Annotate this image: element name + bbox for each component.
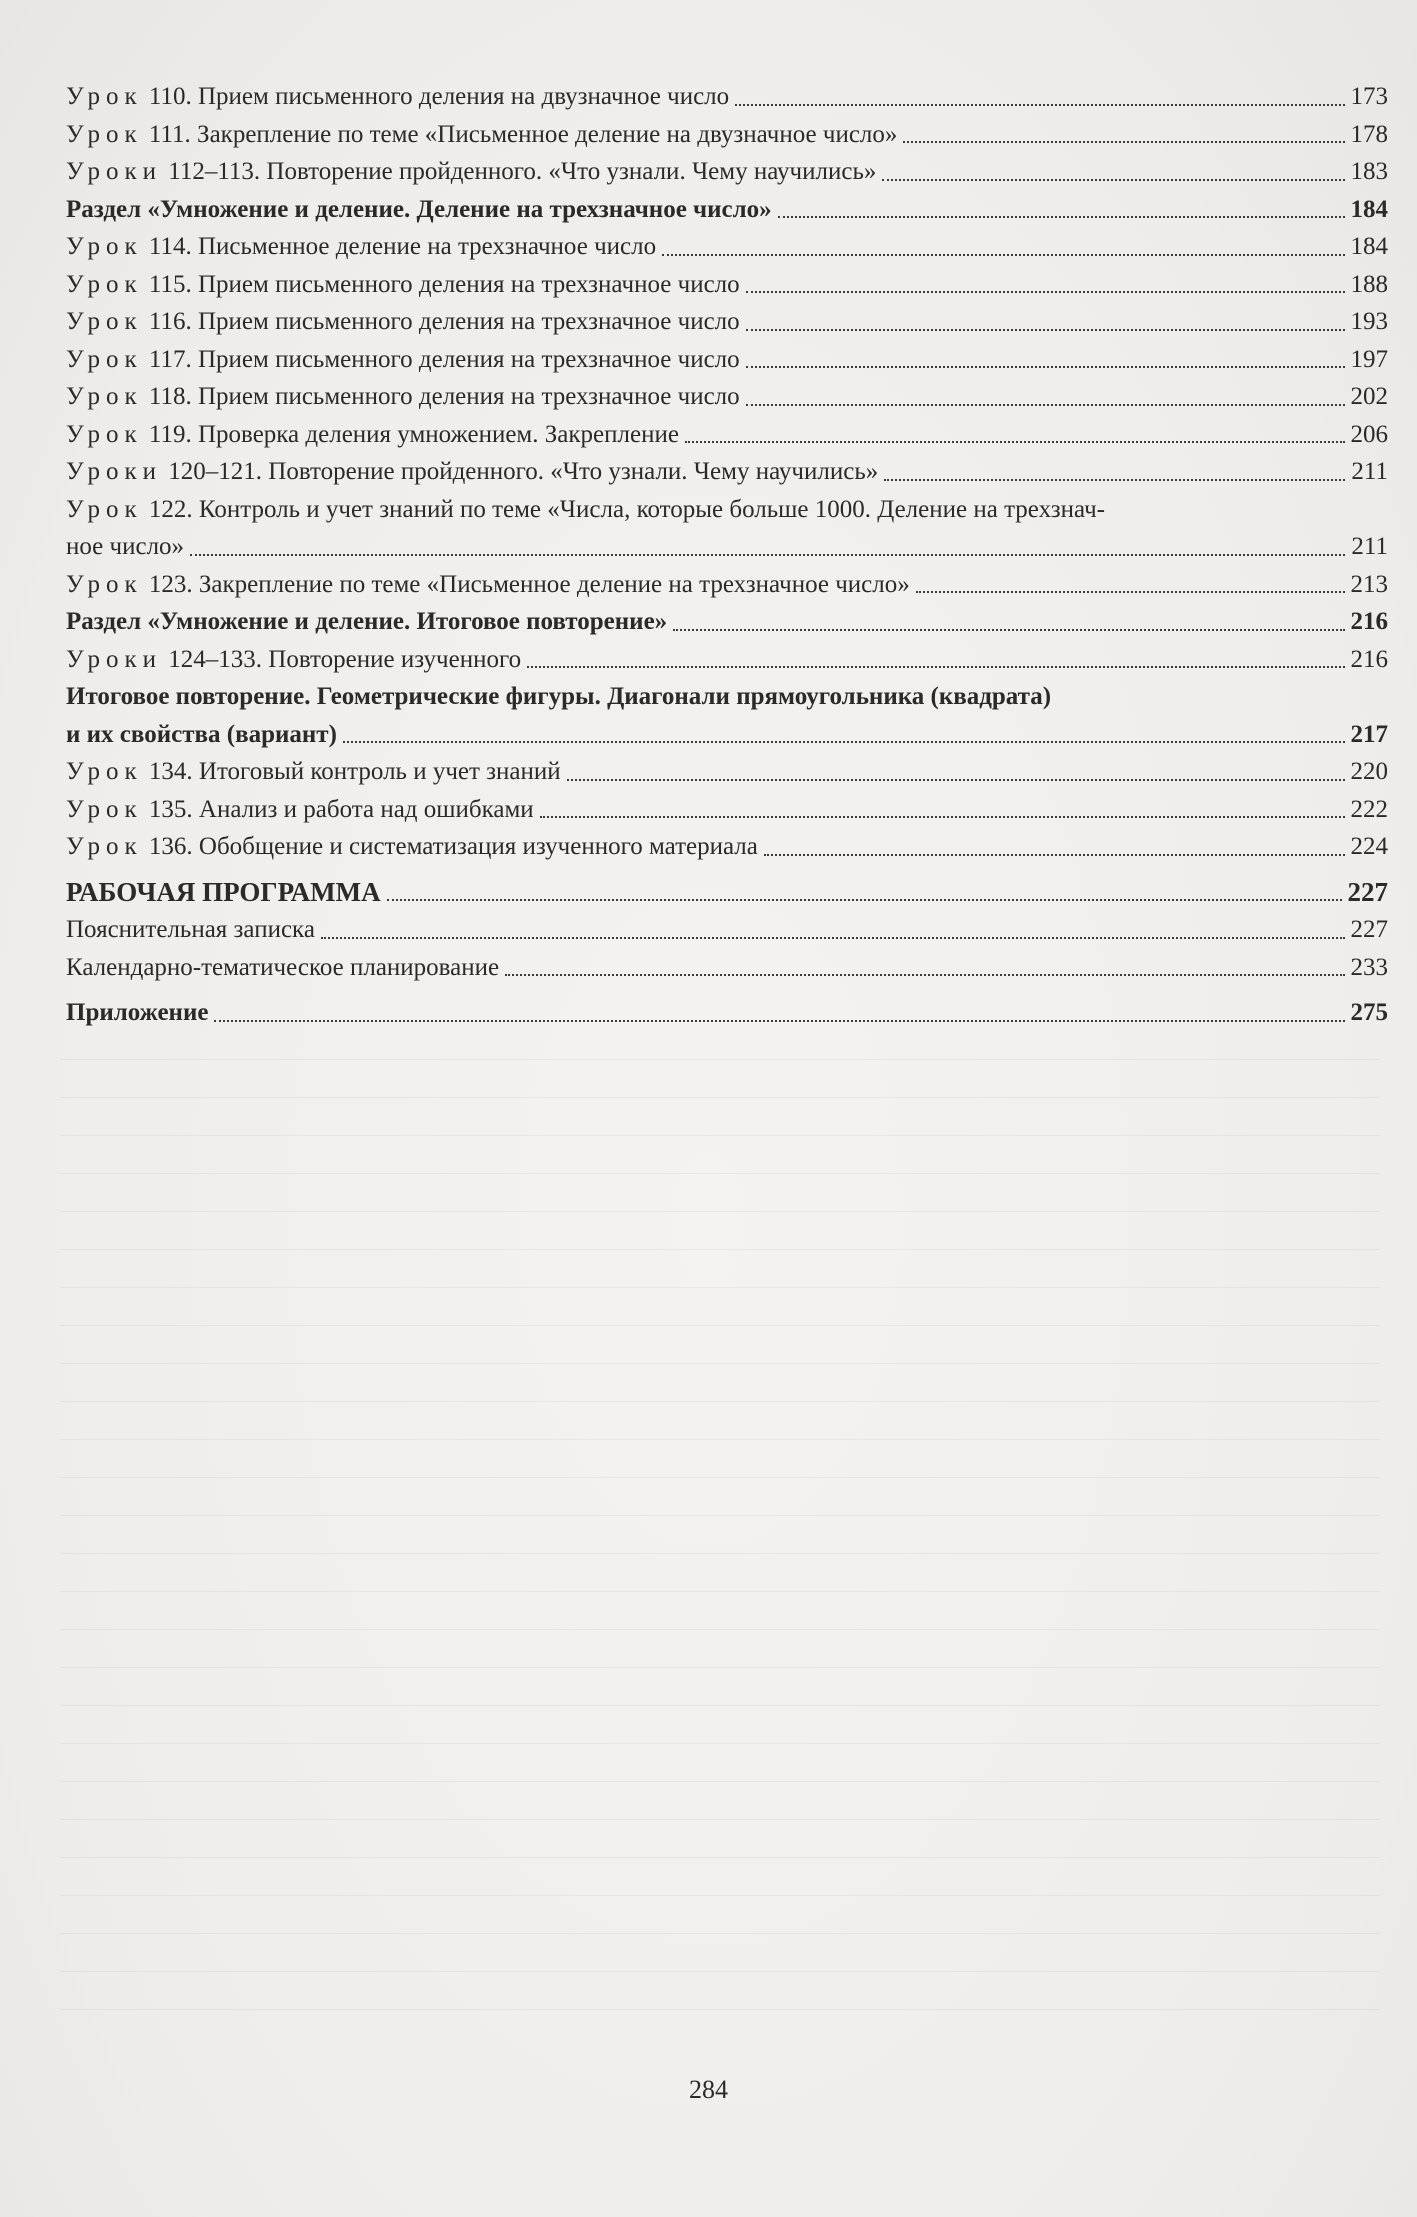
ghost-line <box>60 1866 1380 1896</box>
table-of-contents <box>66 78 1388 1032</box>
lesson-label: Урок <box>66 120 143 148</box>
toc-entry <box>66 491 1388 529</box>
lesson-label: Урок <box>66 758 143 785</box>
entry-page: 188 <box>1350 270 1388 298</box>
dot-leader <box>321 937 1345 939</box>
dot-leader <box>527 666 1344 668</box>
entry-page: 213 <box>1350 570 1388 598</box>
entry-text: 110. Прием письменного деления на двузначное число <box>148 83 730 110</box>
toc-entry-continuation <box>66 716 1388 754</box>
toc-entry <box>66 228 1388 266</box>
ghost-line <box>60 1638 1380 1668</box>
entry-title <box>66 153 876 191</box>
entry-text: Приложение <box>66 999 209 1026</box>
entry-text: Календарно-тематическое планирование <box>66 953 500 981</box>
dot-leader <box>778 216 1345 218</box>
toc-entry <box>66 828 1388 866</box>
ghost-line <box>60 1106 1380 1136</box>
lesson-label: Уроки <box>66 458 163 485</box>
entry-text: 115. Прием письменного деления на трехзначное число <box>148 270 740 298</box>
entry-page: 184 <box>1350 195 1388 223</box>
entry-title <box>66 116 897 154</box>
entry-page: 193 <box>1350 308 1388 335</box>
dot-leader <box>662 254 1344 256</box>
toc-entry <box>66 791 1388 829</box>
entry-text: Раздел «Умножение и деление. Деление на трехзначное число» <box>66 195 772 223</box>
section-heading <box>66 994 1388 1032</box>
toc-entry <box>66 949 1388 987</box>
ghost-line <box>60 1486 1380 1516</box>
entry-title <box>66 566 910 604</box>
ghost-line <box>60 1030 1380 1060</box>
dot-leader <box>214 1020 1344 1022</box>
entry-text: Пояснительная записка <box>66 916 315 943</box>
dot-leader <box>746 404 1345 406</box>
dot-leader <box>673 629 1344 631</box>
ghost-line <box>60 1980 1380 2010</box>
ghost-line <box>60 1714 1380 1744</box>
entry-text: 111. Закрепление по теме «Письменное деление на двузначное число» <box>148 120 898 148</box>
entry-text: 112–113. Повторение пройденного. «Что узнали. Чему научились» <box>168 158 877 185</box>
toc-entry <box>66 566 1388 604</box>
lesson-label: Урок <box>66 570 143 598</box>
entry-title <box>66 491 1105 529</box>
lesson-label: Урок <box>66 233 143 260</box>
entry-page: 202 <box>1350 383 1388 410</box>
toc-entry <box>66 116 1388 154</box>
dot-leader <box>884 479 1345 481</box>
toc-entry <box>66 911 1388 949</box>
dot-leader <box>685 441 1345 443</box>
section-heading <box>66 874 1388 912</box>
entry-page: 211 <box>1351 458 1388 485</box>
toc-entry-continuation <box>66 528 1388 566</box>
entry-text: 122. Контроль и учет знаний по теме «Числа, которые больше 1000. Деление на трехзнач- <box>148 495 1105 523</box>
entry-page: 206 <box>1350 420 1388 448</box>
spacer <box>66 986 1388 994</box>
ghost-line <box>60 1448 1380 1478</box>
entry-text: РАБОЧАЯ ПРОГРАММА <box>66 876 381 907</box>
entry-page: 233 <box>1350 953 1388 981</box>
dot-leader <box>746 291 1345 293</box>
ghost-line <box>60 1182 1380 1212</box>
ghost-line <box>60 1904 1380 1934</box>
entry-page: 184 <box>1350 233 1388 260</box>
entry-text: 119. Проверка деления умножением. Закрепление <box>148 420 679 448</box>
entry-text: 116. Прием письменного деления на трехзначное число <box>148 308 740 335</box>
ghost-line <box>60 1410 1380 1440</box>
toc-entry <box>66 303 1388 341</box>
entry-text: 120–121. Повторение пройденного. «Что узнали. Чему научились» <box>168 458 879 485</box>
dot-leader <box>343 741 1345 743</box>
toc-entry <box>66 78 1388 116</box>
toc-entry <box>66 153 1388 191</box>
ghost-line <box>60 1676 1380 1706</box>
entry-page: 178 <box>1350 120 1388 148</box>
entry-title <box>66 791 534 829</box>
entry-page: 183 <box>1350 158 1388 185</box>
page-number: 284 <box>689 2075 728 2104</box>
spacer <box>66 866 1388 874</box>
entry-page: 211 <box>1351 533 1388 560</box>
ghost-line <box>60 1296 1380 1326</box>
entry-title <box>66 641 521 679</box>
toc-entry <box>66 603 1388 641</box>
entry-page: 216 <box>1350 608 1388 635</box>
dot-leader <box>746 366 1345 368</box>
lesson-label: Урок <box>66 495 143 523</box>
entry-title <box>66 416 679 454</box>
toc-entry <box>66 416 1388 454</box>
entry-text: 135. Анализ и работа над ошибками <box>148 795 534 823</box>
dot-leader <box>735 104 1344 106</box>
ghost-line <box>60 1752 1380 1782</box>
entry-text: 118. Прием письменного деления на трехзначное число <box>148 383 740 410</box>
entry-page: 222 <box>1350 795 1388 823</box>
entry-page: 220 <box>1350 758 1388 785</box>
entry-page: 216 <box>1350 645 1388 673</box>
dot-leader <box>916 591 1345 593</box>
entry-title <box>66 191 772 229</box>
ghost-line <box>60 1144 1380 1174</box>
toc-entry <box>66 378 1388 416</box>
dot-leader <box>505 974 1344 976</box>
toc-entry <box>66 266 1388 304</box>
entry-title <box>66 828 758 866</box>
toc-entry <box>66 341 1388 379</box>
dot-leader <box>903 141 1344 143</box>
dot-leader <box>190 554 1345 556</box>
dot-leader <box>387 899 1342 901</box>
ghost-line <box>60 1334 1380 1364</box>
toc-entry <box>66 678 1388 716</box>
lesson-label: Урок <box>66 795 143 823</box>
dot-leader <box>882 179 1344 181</box>
lesson-label: Урок <box>66 270 143 298</box>
ghost-line <box>60 1600 1380 1630</box>
lesson-label: Уроки <box>66 645 163 673</box>
toc-entry <box>66 453 1388 491</box>
entry-title <box>66 303 740 341</box>
bleed-through-text <box>60 1030 1380 2018</box>
dot-leader <box>764 854 1345 856</box>
entry-text: Раздел «Умножение и деление. Итоговое повторение» <box>66 608 668 635</box>
entry-title <box>66 78 729 116</box>
entry-text: ное число» <box>66 533 185 560</box>
entry-title <box>66 266 740 304</box>
entry-page: 197 <box>1350 345 1388 373</box>
entry-text: 134. Итоговый контроль и учет знаний <box>148 758 561 785</box>
lesson-label: Урок <box>66 833 143 860</box>
toc-entry <box>66 753 1388 791</box>
ghost-line <box>60 1790 1380 1820</box>
entry-title <box>66 228 656 266</box>
toc-entry <box>66 641 1388 679</box>
entry-page: 227 <box>1347 876 1388 907</box>
lesson-label: Уроки <box>66 158 163 185</box>
entry-text: 124–133. Повторение изученного <box>168 645 522 673</box>
dot-leader <box>540 816 1345 818</box>
ghost-line <box>60 1372 1380 1402</box>
entry-text: и их свойства (вариант) <box>66 720 337 748</box>
entry-title <box>66 453 878 491</box>
ghost-line <box>60 1220 1380 1250</box>
ghost-line <box>60 1942 1380 1972</box>
lesson-label: Урок <box>66 345 143 373</box>
ghost-line <box>60 1068 1380 1098</box>
dot-leader <box>567 779 1345 781</box>
entry-title <box>66 341 740 379</box>
lesson-label: Урок <box>66 420 143 448</box>
entry-text: 123. Закрепление по теме «Письменное деление на трехзначное число» <box>148 570 910 598</box>
ghost-line <box>60 1562 1380 1592</box>
entry-text: 136. Обобщение и систематизация изученного материала <box>148 833 758 860</box>
lesson-label: Урок <box>66 308 143 335</box>
ghost-line <box>60 1524 1380 1554</box>
entry-page: 224 <box>1350 833 1388 860</box>
dot-leader <box>746 329 1345 331</box>
entry-page: 227 <box>1350 916 1388 943</box>
lesson-label: Урок <box>66 383 143 410</box>
toc-entry <box>66 191 1388 229</box>
lesson-label: Урок <box>66 83 143 110</box>
ghost-line <box>60 1828 1380 1858</box>
entry-title <box>66 378 740 416</box>
entry-title <box>66 603 667 641</box>
entry-page: 217 <box>1350 720 1388 748</box>
entry-page: 173 <box>1350 83 1388 110</box>
entry-title <box>66 753 561 791</box>
entry-page: 275 <box>1350 999 1388 1026</box>
entry-text: Итоговое повторение. Геометрические фигуры. Диагонали прямоугольника (квадрата) <box>66 683 1052 710</box>
entry-text: 117. Прием письменного деления на трехзначное число <box>148 345 740 373</box>
ghost-line <box>60 1258 1380 1288</box>
entry-text: 114. Письменное деление на трехзначное число <box>148 233 657 260</box>
